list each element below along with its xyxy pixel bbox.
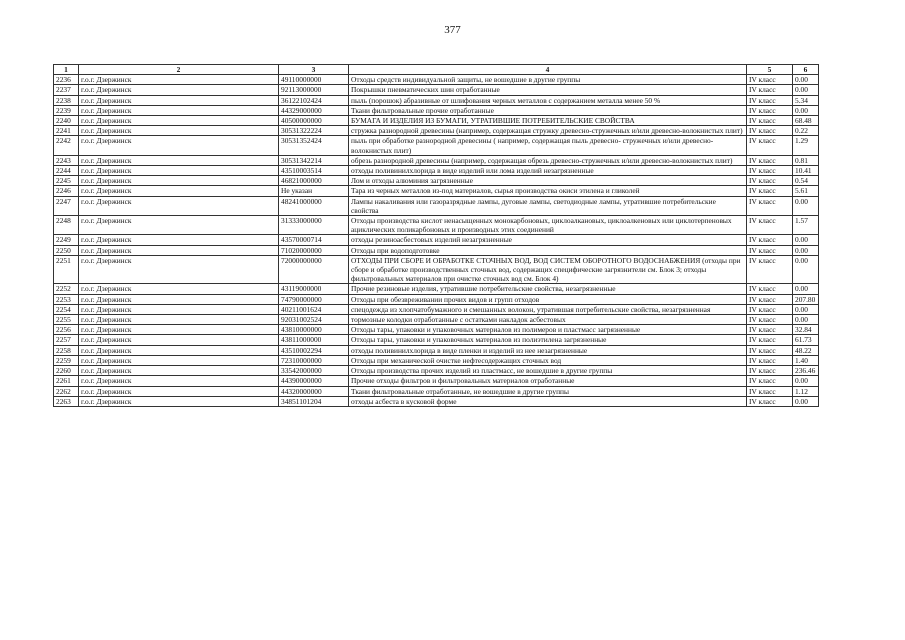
- waste-description-cell: Ткани фильтровальные отработанные, не вошедшие в другие группы: [349, 386, 747, 396]
- waste-description-cell: отходы резиноасбестовых изделий незагрязненные: [349, 235, 747, 245]
- hazard-class-cell: IV класс: [747, 376, 793, 386]
- quantity-cell: 0.22: [793, 126, 819, 136]
- hazard-class-cell: IV класс: [747, 85, 793, 95]
- row-number-cell: 2238: [54, 95, 79, 105]
- municipality-cell: г.о.г. Дзержинск: [79, 255, 279, 284]
- municipality-cell: г.о.г. Дзержинск: [79, 325, 279, 335]
- page-number: 377: [444, 24, 461, 36]
- table-row: [54, 355, 819, 365]
- hazard-class-cell: IV класс: [747, 294, 793, 304]
- table-row: [54, 155, 819, 165]
- row-number-cell: 2256: [54, 325, 79, 335]
- waste-description-cell: стружка разнородной древесины (например, содержащая стружку древесно-стружечных и/или древесно-волокнистых плит): [349, 126, 747, 136]
- table-row: [54, 186, 819, 196]
- table-row: [54, 245, 819, 255]
- hazard-class-cell: IV класс: [747, 304, 793, 314]
- table-row: [54, 126, 819, 136]
- waste-description-cell: Прочие отходы фильтров и фильтровальных материалов отработанные: [349, 376, 747, 386]
- row-number-cell: 2246: [54, 186, 79, 196]
- municipality-cell: г.о.г. Дзержинск: [79, 196, 279, 215]
- hazard-class-cell: IV класс: [747, 196, 793, 215]
- waste-code-cell: 44320000000: [279, 386, 349, 396]
- row-number-cell: 2259: [54, 355, 79, 365]
- table-row: [54, 304, 819, 314]
- hazard-class-cell: IV класс: [747, 75, 793, 85]
- waste-code-cell: 43510003514: [279, 166, 349, 176]
- row-number-cell: 2263: [54, 396, 79, 406]
- hazard-class-cell: IV класс: [747, 186, 793, 196]
- quantity-cell: 0.00: [793, 245, 819, 255]
- table-row: [54, 366, 819, 376]
- waste-description-cell: Отходы тары, упаковки и упаковочных материалов из полиэтилена загрязненные: [349, 335, 747, 345]
- table-header-row: [54, 65, 819, 75]
- table-row: [54, 376, 819, 386]
- municipality-cell: г.о.г. Дзержинск: [79, 294, 279, 304]
- row-number-cell: 2258: [54, 345, 79, 355]
- table-row: [54, 386, 819, 396]
- waste-code-cell: 34851101204: [279, 396, 349, 406]
- table-row: [54, 136, 819, 155]
- table-row: [54, 345, 819, 355]
- hazard-class-cell: IV класс: [747, 136, 793, 155]
- hazard-class-cell: IV класс: [747, 345, 793, 355]
- quantity-cell: 1.12: [793, 386, 819, 396]
- row-number-cell: 2241: [54, 126, 79, 136]
- table-row: [54, 95, 819, 105]
- hazard-class-cell: IV класс: [747, 255, 793, 284]
- waste-code-cell: 43810000000: [279, 325, 349, 335]
- table-row: [54, 284, 819, 294]
- waste-code-cell: 30531322224: [279, 126, 349, 136]
- hazard-class-cell: IV класс: [747, 386, 793, 396]
- row-number-cell: 2257: [54, 335, 79, 345]
- table-row: [54, 396, 819, 406]
- quantity-cell: 236.46: [793, 366, 819, 376]
- hazard-class-cell: IV класс: [747, 216, 793, 235]
- column-header: 2: [79, 65, 279, 75]
- waste-code-cell: 72310000000: [279, 355, 349, 365]
- table-row: [54, 235, 819, 245]
- waste-table: [53, 64, 819, 407]
- municipality-cell: г.о.г. Дзержинск: [79, 136, 279, 155]
- municipality-cell: г.о.г. Дзержинск: [79, 304, 279, 314]
- row-number-cell: 2242: [54, 136, 79, 155]
- hazard-class-cell: IV класс: [747, 366, 793, 376]
- municipality-cell: г.о.г. Дзержинск: [79, 166, 279, 176]
- row-number-cell: 2247: [54, 196, 79, 215]
- municipality-cell: г.о.г. Дзержинск: [79, 85, 279, 95]
- waste-code-cell: 40211001624: [279, 304, 349, 314]
- waste-code-cell: 44329000000: [279, 105, 349, 115]
- table-row: [54, 75, 819, 85]
- waste-code-cell: 31333000000: [279, 216, 349, 235]
- municipality-cell: г.о.г. Дзержинск: [79, 366, 279, 376]
- quantity-cell: 0.00: [793, 85, 819, 95]
- table-row: [54, 105, 819, 115]
- row-number-cell: 2237: [54, 85, 79, 95]
- row-number-cell: 2261: [54, 376, 79, 386]
- waste-code-cell: 74790000000: [279, 294, 349, 304]
- municipality-cell: г.о.г. Дзержинск: [79, 315, 279, 325]
- hazard-class-cell: IV класс: [747, 95, 793, 105]
- waste-description-cell: Прочие резиновые изделия, утратившие потребительские свойства, незагрязненные: [349, 284, 747, 294]
- hazard-class-cell: IV класс: [747, 166, 793, 176]
- municipality-cell: г.о.г. Дзержинск: [79, 75, 279, 85]
- column-header: 4: [349, 65, 747, 75]
- municipality-cell: г.о.г. Дзержинск: [79, 105, 279, 115]
- hazard-class-cell: IV класс: [747, 315, 793, 325]
- quantity-cell: 1.29: [793, 136, 819, 155]
- row-number-cell: 2251: [54, 255, 79, 284]
- column-header: 1: [54, 65, 79, 75]
- waste-description-cell: пыль при обработке разнородной древесины ( например, содержащая пыль древесно- стружечных и/или древесно-волокнистых плит): [349, 136, 747, 155]
- waste-code-cell: 30531342214: [279, 155, 349, 165]
- municipality-cell: г.о.г. Дзержинск: [79, 396, 279, 406]
- quantity-cell: 0.00: [793, 376, 819, 386]
- table-row: [54, 85, 819, 95]
- waste-description-cell: БУМАГА И ИЗДЕЛИЯ ИЗ БУМАГИ, УТРАТИВШИЕ ПОТРЕБИТЕЛЬСКИЕ СВОЙСТВА: [349, 116, 747, 126]
- table-row: [54, 294, 819, 304]
- quantity-cell: 0.00: [793, 75, 819, 85]
- hazard-class-cell: IV класс: [747, 284, 793, 294]
- waste-description-cell: отходы асбеста в кусковой форме: [349, 396, 747, 406]
- waste-code-cell: 72000000000: [279, 255, 349, 284]
- waste-description-cell: Отходы при механической очистке нефтесодержащих сточных вод: [349, 355, 747, 365]
- row-number-cell: 2244: [54, 166, 79, 176]
- waste-code-cell: 46821000000: [279, 176, 349, 186]
- hazard-class-cell: IV класс: [747, 335, 793, 345]
- waste-description-cell: Отходы средств индивидуальной защиты, не вошедшие в другие группы: [349, 75, 747, 85]
- quantity-cell: 0.54: [793, 176, 819, 186]
- waste-description-cell: Лампы накаливания или газоразрядные лампы, дуговые лампы, светодиодные лампы, утратившие потребительские свойства: [349, 196, 747, 215]
- quantity-cell: 0.00: [793, 196, 819, 215]
- quantity-cell: 0.00: [793, 284, 819, 294]
- hazard-class-cell: IV класс: [747, 396, 793, 406]
- waste-code-cell: 30531352424: [279, 136, 349, 155]
- table-row: [54, 166, 819, 176]
- quantity-cell: 0.81: [793, 155, 819, 165]
- row-number-cell: 2253: [54, 294, 79, 304]
- waste-description-cell: Ткани фильтровальные прочие отработанные: [349, 105, 747, 115]
- municipality-cell: г.о.г. Дзержинск: [79, 155, 279, 165]
- hazard-class-cell: IV класс: [747, 325, 793, 335]
- row-number-cell: 2243: [54, 155, 79, 165]
- row-number-cell: 2262: [54, 386, 79, 396]
- hazard-class-cell: IV класс: [747, 235, 793, 245]
- municipality-cell: г.о.г. Дзержинск: [79, 116, 279, 126]
- quantity-cell: 0.00: [793, 315, 819, 325]
- table-row: [54, 315, 819, 325]
- municipality-cell: г.о.г. Дзержинск: [79, 216, 279, 235]
- column-header: 3: [279, 65, 349, 75]
- quantity-cell: 32.84: [793, 325, 819, 335]
- municipality-cell: г.о.г. Дзержинск: [79, 95, 279, 105]
- waste-code-cell: 33542000000: [279, 366, 349, 376]
- municipality-cell: г.о.г. Дзержинск: [79, 355, 279, 365]
- waste-code-cell: 43119000000: [279, 284, 349, 294]
- waste-description-cell: Лом и отходы алюминия загрязненные: [349, 176, 747, 186]
- municipality-cell: г.о.г. Дзержинск: [79, 386, 279, 396]
- waste-code-cell: 44390000000: [279, 376, 349, 386]
- waste-description-cell: ОТХОДЫ ПРИ СБОРЕ И ОБРАБОТКЕ СТОЧНЫХ ВОД, ВОД СИСТЕМ ОБОРОТНОГО ВОДОСНАБЖЕНИЯ (отходы при сборе и обработке производственных сточных вод, содержащих специфические загрязнители см. Блок 3; отходы фильтровальных материалов при очистке сточных вод см. Блок 4): [349, 255, 747, 284]
- column-header: 6: [793, 65, 819, 75]
- hazard-class-cell: IV класс: [747, 176, 793, 186]
- row-number-cell: 2254: [54, 304, 79, 314]
- quantity-cell: 61.73: [793, 335, 819, 345]
- table-row: [54, 325, 819, 335]
- waste-description-cell: отходы поливинилхлорида в виде изделий или лома изделий незагрязненные: [349, 166, 747, 176]
- quantity-cell: 0.00: [793, 396, 819, 406]
- waste-code-cell: 36122102424: [279, 95, 349, 105]
- waste-description-cell: пыль (порошок) абразивные от шлифования черных металлов с содержанием металла менее 50 %: [349, 95, 747, 105]
- waste-description-cell: спецодежда из хлопчатобумажного и смешанных волокон, утратившая потребительские свойства, незагрязненная: [349, 304, 747, 314]
- waste-description-cell: Покрышки пневматических шин отработанные: [349, 85, 747, 95]
- waste-code-cell: 48241000000: [279, 196, 349, 215]
- row-number-cell: 2255: [54, 315, 79, 325]
- table-row: [54, 335, 819, 345]
- waste-code-cell: Не указан: [279, 186, 349, 196]
- hazard-class-cell: IV класс: [747, 116, 793, 126]
- waste-description-cell: Отходы при обезвреживании прочих видов и групп отходов: [349, 294, 747, 304]
- hazard-class-cell: IV класс: [747, 155, 793, 165]
- municipality-cell: г.о.г. Дзержинск: [79, 186, 279, 196]
- waste-code-cell: 49110000000: [279, 75, 349, 85]
- quantity-cell: 207.80: [793, 294, 819, 304]
- table-row: [54, 176, 819, 186]
- quantity-cell: 1.57: [793, 216, 819, 235]
- municipality-cell: г.о.г. Дзержинск: [79, 376, 279, 386]
- hazard-class-cell: IV класс: [747, 245, 793, 255]
- hazard-class-cell: IV класс: [747, 105, 793, 115]
- quantity-cell: 68.48: [793, 116, 819, 126]
- waste-code-cell: 92113000000: [279, 85, 349, 95]
- waste-description-cell: тормозные колодки отработанные с остатками накладок асбестовых: [349, 315, 747, 325]
- quantity-cell: 5.61: [793, 186, 819, 196]
- row-number-cell: 2240: [54, 116, 79, 126]
- quantity-cell: 10.41: [793, 166, 819, 176]
- quantity-cell: 0.00: [793, 105, 819, 115]
- waste-description-cell: Отходы тары, упаковки и упаковочных материалов из полимеров и пластмасс загрязненные: [349, 325, 747, 335]
- municipality-cell: г.о.г. Дзержинск: [79, 345, 279, 355]
- waste-description-cell: отходы поливинилхлорида в виде пленки и изделий из нее незагрязненные: [349, 345, 747, 355]
- waste-code-cell: 71020000000: [279, 245, 349, 255]
- municipality-cell: г.о.г. Дзержинск: [79, 235, 279, 245]
- row-number-cell: 2249: [54, 235, 79, 245]
- quantity-cell: 5.34: [793, 95, 819, 105]
- row-number-cell: 2252: [54, 284, 79, 294]
- quantity-cell: 0.00: [793, 255, 819, 284]
- row-number-cell: 2250: [54, 245, 79, 255]
- waste-description-cell: обрезь разнородной древесины (например, содержащая обрезь древесно-стружечных и/или древесно-волокнистых плит): [349, 155, 747, 165]
- waste-code-cell: 43811000000: [279, 335, 349, 345]
- waste-description-cell: Отходы производства прочих изделий из пластмасс, не вошедшие в другие группы: [349, 366, 747, 376]
- waste-description-cell: Отходы производства кислот ненасыщенных монокарбоновых, циклоалкановых, циклоалкеновых или циклотерпеновых ациклических поликарбоновых и производных этих соединений: [349, 216, 747, 235]
- quantity-cell: 0.00: [793, 235, 819, 245]
- quantity-cell: 1.40: [793, 355, 819, 365]
- row-number-cell: 2245: [54, 176, 79, 186]
- municipality-cell: г.о.г. Дзержинск: [79, 126, 279, 136]
- quantity-cell: 0.00: [793, 304, 819, 314]
- row-number-cell: 2260: [54, 366, 79, 376]
- quantity-cell: 48.22: [793, 345, 819, 355]
- row-number-cell: 2248: [54, 216, 79, 235]
- row-number-cell: 2236: [54, 75, 79, 85]
- municipality-cell: г.о.г. Дзержинск: [79, 176, 279, 186]
- column-header: 5: [747, 65, 793, 75]
- hazard-class-cell: IV класс: [747, 126, 793, 136]
- table-row: [54, 116, 819, 126]
- waste-code-cell: 43570000714: [279, 235, 349, 245]
- waste-description-cell: Отходы при водоподготовке: [349, 245, 747, 255]
- table-row: [54, 196, 819, 215]
- waste-code-cell: 92031002524: [279, 315, 349, 325]
- municipality-cell: г.о.г. Дзержинск: [79, 245, 279, 255]
- municipality-cell: г.о.г. Дзержинск: [79, 335, 279, 345]
- hazard-class-cell: IV класс: [747, 355, 793, 365]
- row-number-cell: 2239: [54, 105, 79, 115]
- municipality-cell: г.о.г. Дзержинск: [79, 284, 279, 294]
- table-row: [54, 216, 819, 235]
- waste-code-cell: 43510002294: [279, 345, 349, 355]
- waste-code-cell: 40500000000: [279, 116, 349, 126]
- waste-description-cell: Тара из черных металлов из-под материалов, сырья производства окиси этилена и гликолей: [349, 186, 747, 196]
- table-row: [54, 255, 819, 284]
